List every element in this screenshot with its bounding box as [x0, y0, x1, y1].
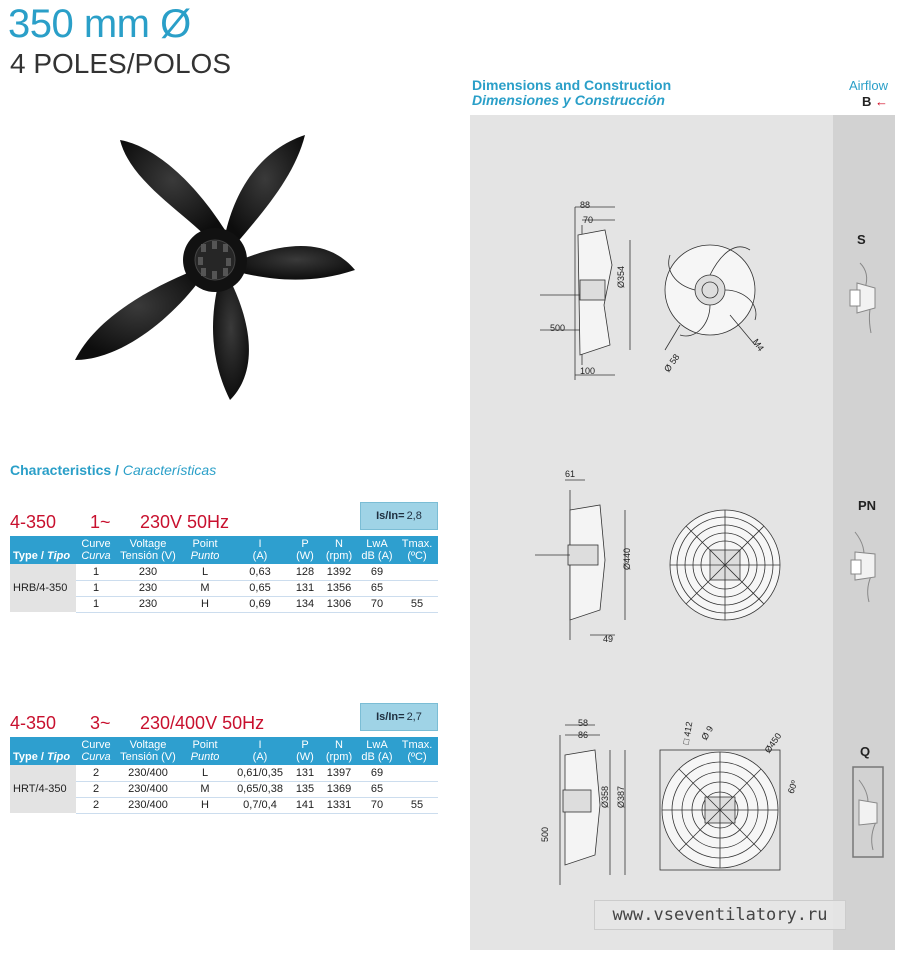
drawing-s — [520, 195, 780, 385]
airflow-indicator: Airflow B ← — [848, 78, 888, 109]
model2-isin-badge: Is/In= 2,7 — [360, 703, 438, 731]
dim-s-dia: Ø354 — [616, 265, 626, 288]
dim-s-hub: Ø 58 — [662, 352, 682, 374]
table-row: 2 230/400 H 0,7/0,4 141 1331 70 55 — [10, 797, 438, 813]
model2-title: 4-350 3~ 230/400V 50Hz — [10, 713, 265, 733]
variant-q-label: Q — [860, 744, 871, 759]
variant-q-icon — [845, 765, 890, 860]
dim-q-f: Ø450 — [762, 731, 784, 755]
watermark: www.vseventilatory.ru — [594, 900, 846, 930]
model1-table: Type / Tipo Curve Curva Voltage Tensión (V) Point Punto I (A) P (W) N (rpm) LwA dB (A) Tmax. (ºC) HRB/4-350 1 230 L 0,63 128 1392 69 1 230 M 0,65 131 1356 65 1 230 H 0,69 134 1306 70 55 — [10, 536, 438, 613]
dim-pn-dia: Ø440 — [622, 547, 632, 570]
model2-table: Type / Tipo Curve Curva Voltage Tensión (V) Point Punto I (A) P (W) N (rpm) LwA dB (A) Tmax. (ºC) HRT/4-350 2 230/400 L 0,61/0,35 131 1397 69 2 230/400 M 0,65/0,38 135 1369 65 2 230/400 H 0,7/0,4 141 1331 70 55 — [10, 737, 438, 814]
dim-pn-b: 49 — [603, 634, 614, 644]
dim-q-a: 58 — [578, 718, 589, 728]
dim-s-b: 70 — [583, 215, 594, 225]
dim-s-c: 500 — [550, 323, 566, 333]
table-row: 1 230 H 0,69 134 1306 70 55 — [10, 596, 438, 612]
drawing-pn — [520, 470, 790, 650]
model1-type: HRB/4-350 — [10, 564, 76, 612]
table-row: 2 230/400 M 0,65/0,38 135 1369 65 — [10, 781, 438, 797]
characteristics-heading: Characteristics / Características — [10, 462, 217, 478]
dim-q-b: 86 — [578, 730, 589, 740]
variant-s-label: S — [857, 232, 866, 247]
fan-product-image — [60, 120, 360, 410]
table-row: 1 230 M 0,65 131 1356 65 — [10, 580, 438, 596]
variant-pn-label: PN — [858, 498, 877, 513]
dim-q-c: 500 — [540, 826, 550, 842]
dim-q-d1: Ø358 — [600, 785, 610, 808]
dim-s-a: 88 — [580, 200, 591, 210]
variant-pn-icon — [845, 522, 885, 607]
model1-isin-badge: Is/In= 2,8 — [360, 502, 438, 530]
dimensions-heading: Dimensions and Construction Dimensiones y Construcción — [472, 77, 672, 108]
page-title: 350 mm Ø — [8, 2, 191, 46]
page-subtitle: 4 POLES/POLOS — [10, 48, 231, 79]
dim-q-e: Ø 9 — [699, 724, 716, 742]
table-row: HRT/4-350 2 230/400 L 0,61/0,35 131 1397 69 — [10, 765, 438, 781]
model2-type: HRT/4-350 — [10, 765, 76, 813]
model1-title: 4-350 1~ 230V 50Hz — [10, 512, 230, 532]
dim-pn-a: 61 — [565, 469, 576, 479]
dim-s-d: 100 — [580, 366, 596, 376]
dim-q-angle: 60º — [785, 779, 800, 795]
drawing-q — [530, 715, 790, 890]
dim-q-g: □ 412 — [680, 720, 695, 746]
variant-s-icon — [845, 258, 885, 338]
dim-s-bolt: M4 — [750, 337, 766, 353]
arrow-left-icon: ← — [875, 94, 888, 109]
table-row: HRB/4-350 1 230 L 0,63 128 1392 69 — [10, 564, 438, 580]
dim-q-d2: Ø387 — [616, 785, 626, 808]
